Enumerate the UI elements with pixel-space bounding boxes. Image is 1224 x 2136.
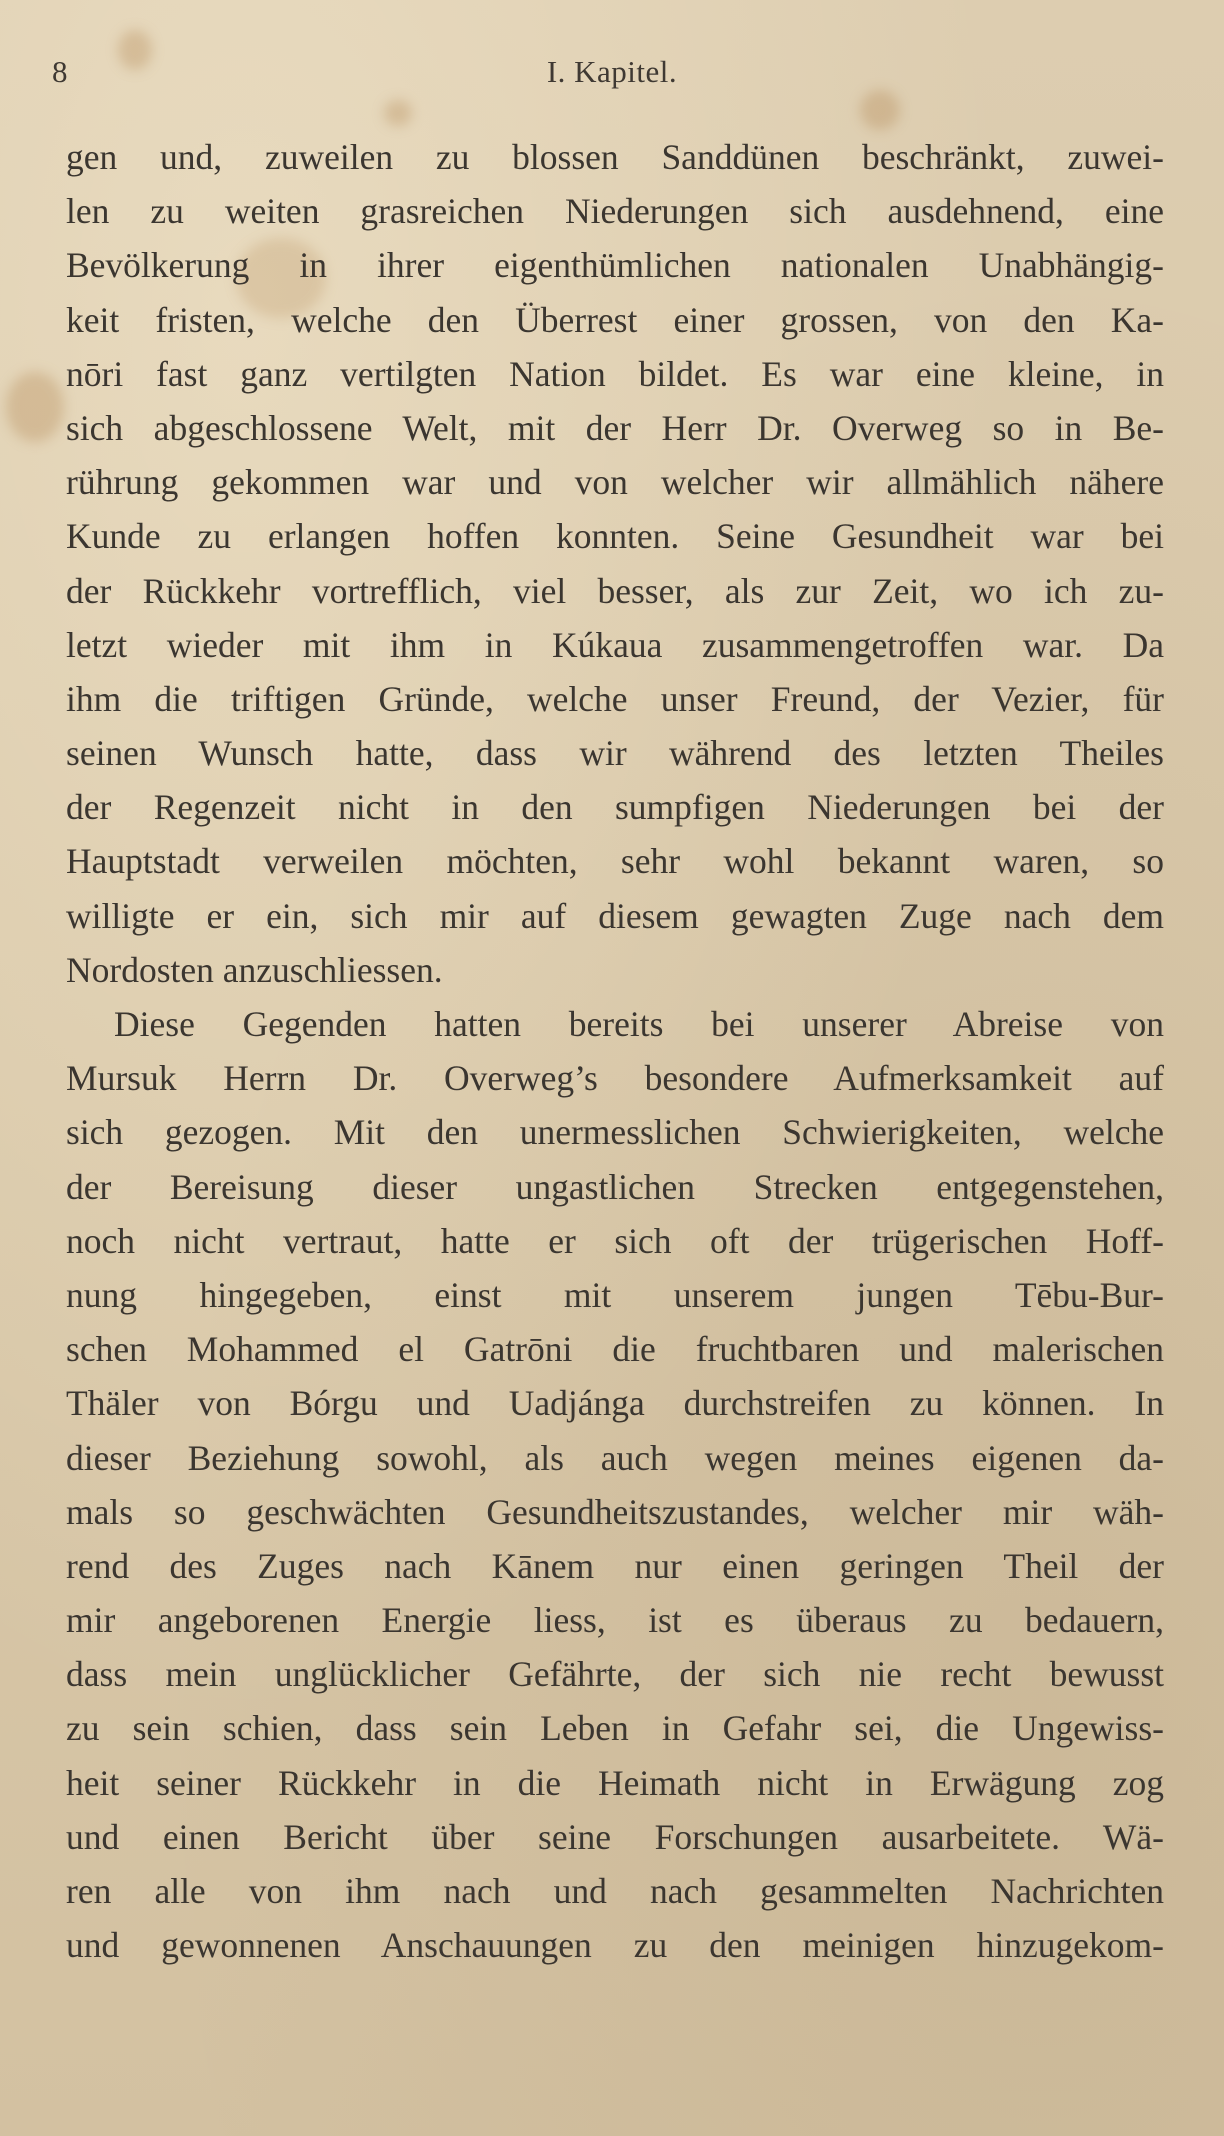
text-line: heit seiner Rückkehr in die Heimath nicht in Erwägung zog xyxy=(66,1762,1164,1803)
text-line: gen und, zuweilen zu blossen Sanddünen beschränkt, zuwei- xyxy=(66,137,1164,177)
text-line: und einen Bericht über seine Forschungen ausarbeitete. Wä- xyxy=(66,1816,1164,1857)
paragraph xyxy=(66,997,1164,1972)
text-line: nōri fast ganz vertilgten Nation bildet. Es war eine kleine, in xyxy=(66,353,1164,394)
text-line: nung hingegeben, einst mit unserem jungen Tēbu-Bur- xyxy=(66,1274,1164,1315)
text-line: rührung gekommen war und von welcher wir allmählich nähere xyxy=(66,462,1164,503)
text-line: noch nicht vertraut, hatte er sich oft der trügerischen Hoff- xyxy=(66,1220,1164,1261)
text-line: Thäler von Bórgu und Uadjánga durchstreifen zu können. In xyxy=(66,1383,1164,1424)
running-head: I. Kapitel. xyxy=(546,54,678,89)
page-header xyxy=(0,52,1224,92)
text-line: dass mein unglücklicher Gefährte, der sich nie recht bewusst xyxy=(66,1654,1164,1695)
page-number: 8 xyxy=(52,54,68,89)
text-line: Mursuk Herrn Dr. Overweg’s besondere Aufmerksamkeit auf xyxy=(66,1058,1164,1099)
text-line: der Regenzeit nicht in den sumpfigen Niederungen bei der xyxy=(66,787,1164,828)
text-line: Kunde zu erlangen hoffen konnten. Seine Gesundheit war bei xyxy=(66,516,1164,557)
text-line: ihm die triftigen Gründe, welche unser Freund, der Vezier, für xyxy=(66,678,1164,719)
text-line: mir angeborenen Energie liess, ist es überaus zu bedauern, xyxy=(66,1600,1164,1641)
text-line: zu sein schien, dass sein Leben in Gefahr sei, die Ungewiss- xyxy=(66,1708,1164,1749)
text-line: ren alle von ihm nach und nach gesammelten Nachrichten xyxy=(66,1871,1164,1911)
text-line: rend des Zuges nach Kānem nur einen geringen Theil der xyxy=(66,1545,1164,1586)
text-line: Nordosten anzuschliessen. xyxy=(66,949,443,990)
text-line: sich abgeschlossene Welt, mit der Herr Dr. Overweg so in Be- xyxy=(66,407,1164,448)
text-line: seinen Wunsch hatte, dass wir während des letzten Theiles xyxy=(66,733,1164,774)
text-line: der Bereisung dieser ungastlichen Strecken entgegenstehen, xyxy=(66,1166,1164,1207)
text-line: sich gezogen. Mit den unermesslichen Schwierigkeiten, welche xyxy=(66,1112,1164,1153)
text-line: Bevölkerung in ihrer eigenthümlichen nationalen Unabhängig- xyxy=(66,245,1164,286)
text-line: der Rückkehr vortrefflich, viel besser, als zur Zeit, wo ich zu- xyxy=(66,570,1164,611)
text-line: schen Mohammed el Gatrōni die fruchtbaren und malerischen xyxy=(66,1329,1164,1370)
stain xyxy=(384,100,412,126)
stain xyxy=(6,372,64,442)
text-line: mals so geschwächten Gesundheitszustandes, welcher mir wäh- xyxy=(66,1491,1164,1532)
text-line: und gewonnenen Anschauungen zu den meinigen hinzugekom- xyxy=(66,1925,1164,1966)
text-line: len zu weiten grasreichen Niederungen sich ausdehnend, eine xyxy=(66,191,1164,232)
paragraph xyxy=(66,130,1164,997)
text-line: dieser Beziehung sowohl, als auch wegen meines eigenen da- xyxy=(66,1437,1164,1478)
text-line: Diese Gegenden hatten bereits bei unserer Abreise von xyxy=(114,1004,1164,1044)
text-line: Hauptstadt verweilen möchten, sehr wohl bekannt waren, so xyxy=(66,841,1164,882)
stain xyxy=(860,90,900,130)
text-line: willigte er ein, sich mir auf diesem gewagten Zuge nach dem xyxy=(66,895,1164,936)
body-text xyxy=(66,130,1164,1972)
text-line: keit fristen, welche den Überrest einer grossen, von den Ka- xyxy=(66,299,1164,340)
text-line: letzt wieder mit ihm in Kúkaua zusammengetroffen war. Da xyxy=(66,624,1164,665)
